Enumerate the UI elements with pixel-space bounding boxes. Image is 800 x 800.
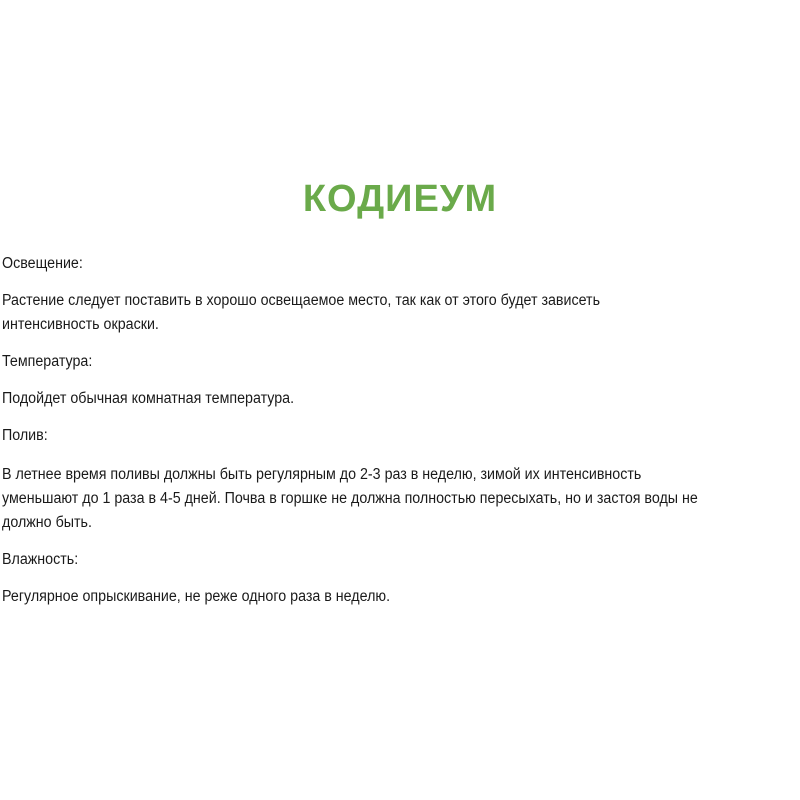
section-text-line: Подойдет обычная комнатная температура. xyxy=(2,390,295,407)
section-text-line: Регулярное опрыскивание, не реже одного раза в неделю. xyxy=(2,588,391,605)
section-text-line: В летнее время поливы должны быть регулярным до 2-3 раз в неделю, зимой их интенсивность xyxy=(2,466,642,483)
section-text-line: Растение следует поставить в хорошо освещаемое место, так как от этого будет зависеть xyxy=(2,292,601,309)
page-title: КОДИЕУМ xyxy=(302,178,498,220)
section-heading-humidity: Влажность: xyxy=(2,551,79,568)
section-text-line: интенсивность окраски. xyxy=(2,316,159,333)
section-heading-watering: Полив: xyxy=(2,427,48,444)
section-text-line: должно быть. xyxy=(2,514,92,531)
section-text-line: уменьшают до 1 раза в 4-5 дней. Почва в горшке не должна полностью пересыхать, но и застоя воды не xyxy=(2,490,698,507)
section-heading-lighting: Освещение: xyxy=(2,255,83,272)
article-body xyxy=(2,252,798,609)
section-heading-temperature: Температура: xyxy=(2,353,93,370)
